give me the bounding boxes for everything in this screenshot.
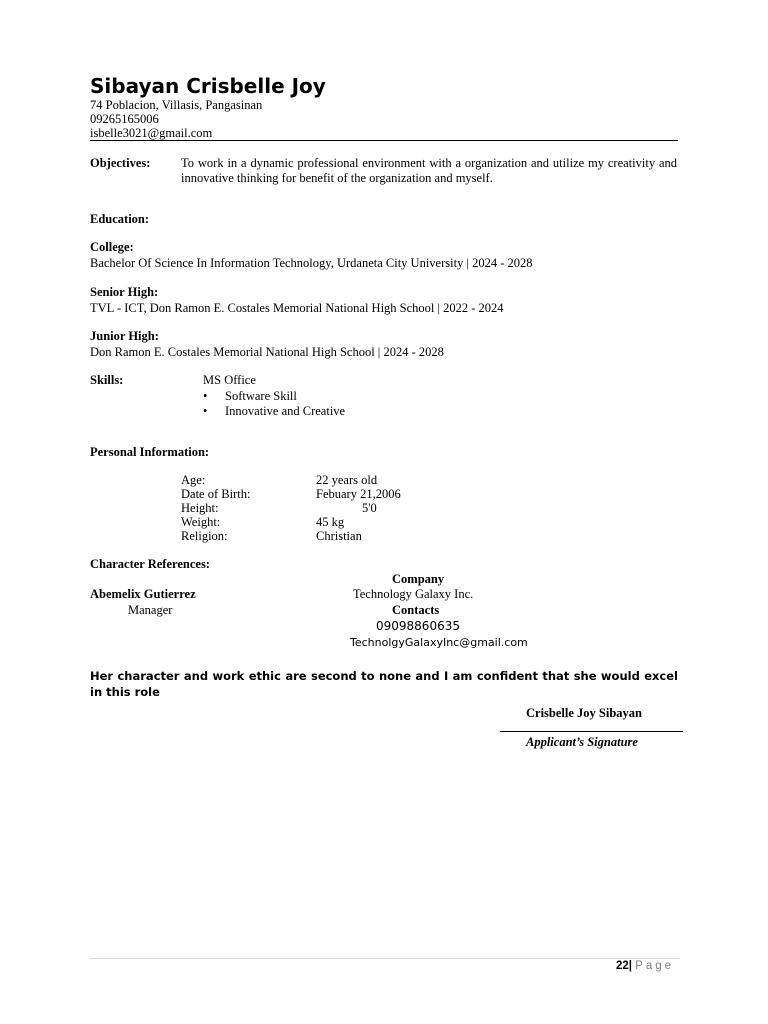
reference-phone: 09098860635: [376, 619, 460, 633]
personal-value-religion: Christian: [316, 529, 362, 543]
senior-high-entry: TVL - ICT, Don Ramon E. Costales Memorial National High School | 2022 - 2024: [90, 301, 504, 315]
personal-value-height: 5'0: [362, 501, 377, 515]
email: isbelle3021@gmail.com: [90, 126, 213, 140]
footer-divider: [90, 958, 680, 959]
personal-value-dob: Febuary 21,2006: [316, 487, 401, 501]
reference-name: Abemelix Gutierrez: [90, 587, 196, 601]
personal-value-weight: 45 kg: [316, 515, 345, 529]
page-number: 22: [616, 960, 629, 972]
page-footer: [616, 960, 674, 972]
signature-name: Crisbelle Joy Sibayan: [526, 706, 642, 720]
personal-key-age: Age:: [181, 473, 206, 487]
skills-list: [203, 389, 345, 419]
education-label: Education:: [90, 212, 150, 226]
header-divider: [90, 140, 678, 141]
contacts-label: Contacts: [392, 603, 440, 617]
address: 74 Poblacion, Villasis, Pangasinan: [90, 98, 263, 112]
company-label: Company: [392, 572, 445, 586]
personal-key-religion: Religion:: [181, 529, 228, 543]
junior-high-label: Junior High:: [90, 329, 159, 343]
personal-value-age: 22 years old: [316, 473, 378, 487]
signature-line: [500, 731, 683, 732]
objectives-text: To work in a dynamic professional environment with a organization and utilize my creativity and innovative thinking for benefit of the organization and myself.: [181, 156, 677, 185]
junior-high-entry: Don Ramon E. Costales Memorial National High School | 2024 - 2028: [90, 345, 444, 359]
applicant-name: Sibayan Crisbelle Joy: [90, 74, 326, 98]
signature-caption: Applicant’s Signature: [526, 735, 638, 749]
college-entry: Bachelor Of Science In Information Technology, Urdaneta City University | 2024 - 2028: [90, 256, 533, 270]
recommendation-statement: Her character and work ethic are second to none and I am confident that she would excel in this role: [90, 669, 678, 699]
reference-role: Manager: [128, 603, 173, 617]
personal-key-dob: Date of Birth:: [181, 487, 251, 501]
references-label: Character References:: [90, 557, 210, 571]
skill-item: • Innovative and Creative: [203, 404, 345, 419]
page-label: Page: [635, 960, 675, 972]
skills-heading: MS Office: [203, 373, 256, 387]
personal-key-weight: Weight:: [181, 515, 221, 529]
objectives-label: Objectives:: [90, 156, 151, 170]
personal-key-height: Height:: [181, 501, 219, 515]
page-separator: |: [628, 960, 633, 972]
skill-item: • Software Skill: [203, 389, 345, 404]
senior-high-label: Senior High:: [90, 285, 159, 299]
phone: 09265165006: [90, 112, 159, 126]
personal-info-label: Personal Information:: [90, 445, 210, 459]
skills-label: Skills:: [90, 373, 124, 387]
college-label: College:: [90, 240, 134, 254]
reference-company: Technology Galaxy Inc.: [353, 587, 474, 601]
reference-email: TechnolgyGalaxyInc@gmail.com: [350, 636, 528, 649]
